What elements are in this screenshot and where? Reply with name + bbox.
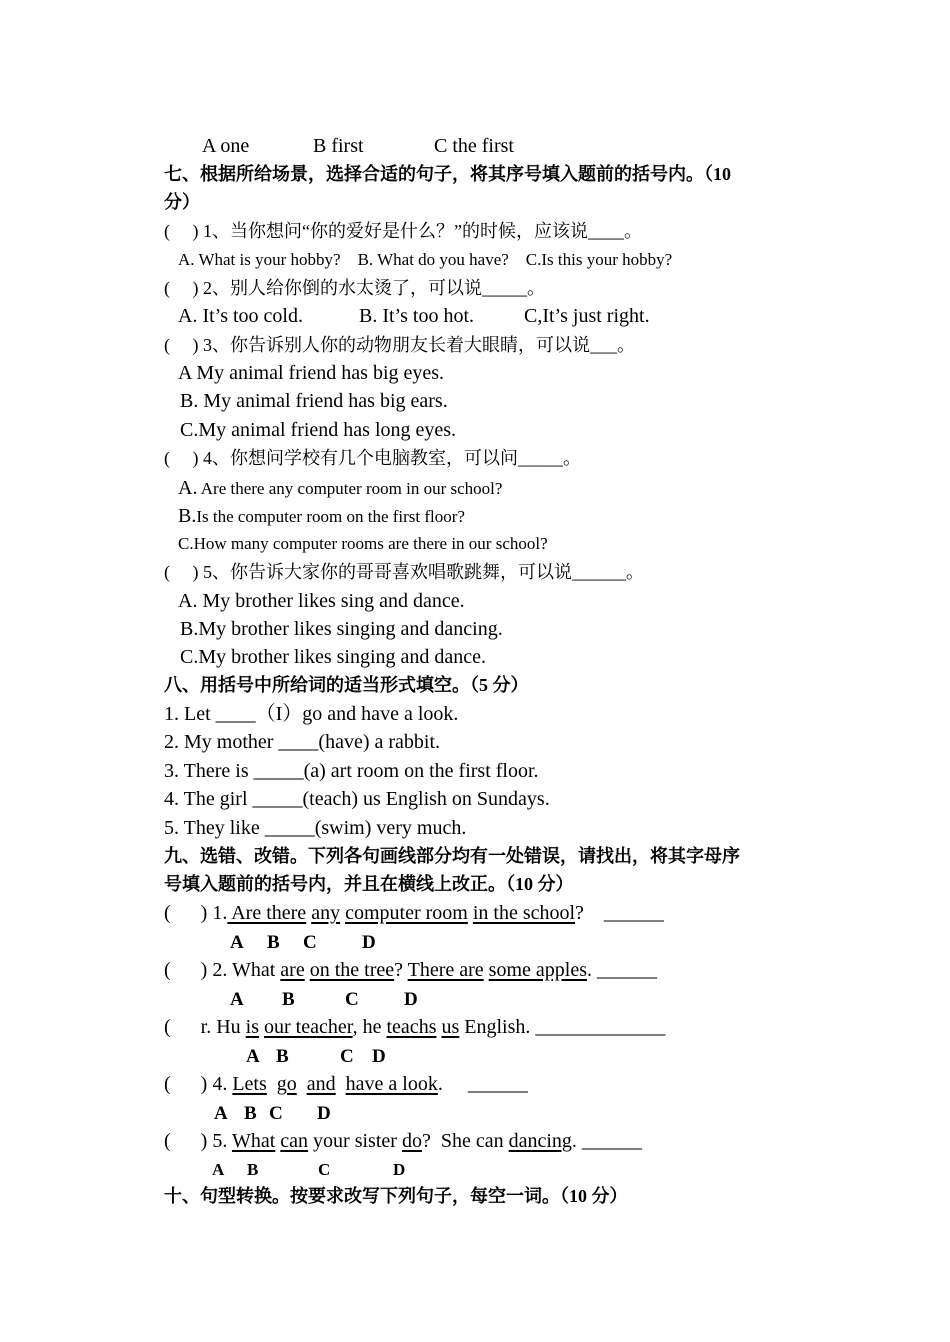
- sec7-q4-option-a: [178, 478, 502, 498]
- s3-end: English. _____________: [459, 1016, 666, 1038]
- q4-option-b-letter: B.: [178, 505, 197, 527]
- sec7-q2-option-b: B. It’s too hot.: [359, 305, 475, 327]
- sec7-q3-option-c: C.My animal friend has long eyes.: [180, 419, 457, 441]
- s1-letter-c: C: [303, 932, 317, 953]
- s1-letter-a: A: [230, 932, 244, 953]
- s5-mid: your sister: [308, 1130, 402, 1152]
- s3-part-a: is: [245, 1016, 260, 1038]
- sec8-item-3: 3. There is _____(a) art room on the first floor.: [164, 760, 539, 782]
- s2-end: . ______: [586, 959, 657, 981]
- s5-prefix: ( ) 5.: [164, 1130, 232, 1152]
- option-a-one: A one: [202, 135, 250, 157]
- section7-heading-line1: 七、根据所给场景，选择合适的句子，将其序号填入题前的括号内。（10: [164, 164, 731, 184]
- s2-part-c: There are: [407, 959, 484, 981]
- s4-prefix: ( ) 4.: [164, 1073, 233, 1095]
- s3-letter-a: A: [246, 1046, 260, 1067]
- sec7-question-3: ( ) 3、你告诉别人你的动物朋友长着大眼睛，可以说___。: [164, 335, 635, 355]
- s2-letter-d: D: [404, 989, 418, 1010]
- option-b-first: B first: [313, 135, 364, 157]
- sec9-sentence-1: [164, 903, 664, 923]
- sec7-q3-option-a: A My animal friend has big eyes.: [178, 362, 445, 384]
- s3-part-d: us: [441, 1016, 460, 1038]
- s3-part-b: our teacher: [264, 1016, 353, 1038]
- sec7-q4-option-c: C.How many computer rooms are there in our school?: [178, 534, 548, 553]
- s3-letter-c: C: [340, 1046, 354, 1067]
- sec7-q5-option-c: C.My brother likes singing and dance.: [180, 646, 487, 668]
- q4-option-a-text: Are there any computer room in our school?: [197, 479, 503, 498]
- s5-letter-c: C: [318, 1160, 331, 1179]
- s1-letter-d: D: [362, 932, 376, 953]
- s2-part-b: on the tree: [309, 959, 395, 981]
- q4-option-a-letter: A.: [178, 477, 198, 499]
- s1-part-a: Are there: [227, 902, 307, 924]
- sec8-item-1: 1. Let ____（I）go and have a look.: [164, 703, 459, 725]
- sec7-question-2: ( ) 2、别人给你倒的水太烫了，可以说_____。: [164, 278, 545, 298]
- section9-heading-line1: 九、选错、改错。下列各句画线部分均有一处错误，请找出，将其字母序: [164, 846, 740, 866]
- s2-part-a: are: [280, 959, 305, 981]
- sec8-item-5: 5. They like _____(swim) very much.: [164, 817, 467, 839]
- q4-option-b-text: Is the computer room on the first floor?: [196, 507, 465, 526]
- s4-part-c: and: [306, 1073, 336, 1095]
- s4-letter-d: D: [317, 1103, 331, 1124]
- s4-part-a: Lets: [232, 1073, 267, 1095]
- s4-part-b: go: [276, 1073, 297, 1095]
- s2-letter-b: B: [282, 989, 295, 1010]
- s2-letter-c: C: [345, 989, 359, 1010]
- section10-heading: 十、句型转换。按要求改写下列句子，每空一词。（10 分）: [164, 1186, 628, 1206]
- s1-end: ? ______: [575, 902, 664, 924]
- s3-letter-b: B: [276, 1046, 289, 1067]
- sec7-q5-option-a: A. My brother likes sing and dance.: [178, 590, 465, 612]
- s4-part-d: have a look: [345, 1073, 438, 1095]
- sec7-question-4: ( ) 4、你想问学校有几个电脑教室，可以问_____。: [164, 448, 581, 468]
- s5-part-a: What: [231, 1130, 276, 1152]
- s5-letter-b: B: [247, 1160, 259, 1179]
- sec7-q4-option-b: [178, 506, 465, 526]
- sec9-sentence-2: [164, 960, 657, 980]
- s5-part-b: can: [280, 1130, 309, 1152]
- s3-letter-d: D: [372, 1046, 386, 1067]
- s4-letter-c: C: [269, 1103, 283, 1124]
- s1-part-d: in the school: [472, 902, 576, 924]
- s4-letter-a: A: [214, 1103, 228, 1124]
- sec7-q2-option-c: C,It’s just right.: [524, 305, 650, 327]
- option-c-the-first: C the first: [434, 135, 514, 157]
- s2-part-d: some apples: [488, 959, 587, 981]
- sec9-sentence-4: [164, 1074, 528, 1094]
- sec9-sentence-3: [164, 1017, 665, 1037]
- s1-part-c: computer room: [345, 902, 468, 924]
- sec7-q2-option-a: A. It’s too cold.: [178, 305, 303, 327]
- section8-heading: 八、用括号中所给词的适当形式填空。（5 分）: [164, 675, 529, 695]
- s2-mid: ?: [394, 959, 408, 981]
- s1-letter-b: B: [267, 932, 280, 953]
- s4-letter-b: B: [244, 1103, 257, 1124]
- sec8-item-2: 2. My mother ____(have) a rabbit.: [164, 731, 441, 753]
- s1-part-b: any: [311, 902, 341, 924]
- sec7-q1-options: A. What is your hobby? B. What do you have? C.Is this your hobby?: [178, 250, 673, 269]
- s3-part-c: teachs: [386, 1016, 437, 1038]
- sec7-question-1: ( ) 1、当你想问“你的爱好是什么？”的时候，应该说____。: [164, 221, 642, 241]
- sec8-item-4: 4. The girl _____(teach) us English on Sundays.: [164, 788, 550, 810]
- s5-end: . ______: [571, 1130, 642, 1152]
- sec7-q5-option-b: B.My brother likes singing and dancing.: [180, 618, 503, 640]
- s5-part-d: dancing: [508, 1130, 572, 1152]
- sec7-q3-option-b: B. My animal friend has big ears.: [180, 390, 448, 412]
- s1-prefix: ( ) 1.: [164, 902, 228, 924]
- section7-heading-line2: 分）: [164, 192, 200, 212]
- s3-prefix: ( r. Hu: [164, 1016, 246, 1038]
- sec9-sentence-5: [164, 1131, 642, 1151]
- s5-part-c: do: [401, 1130, 422, 1152]
- s5-letter-d: D: [393, 1160, 406, 1179]
- s2-prefix: ( ) 2. What: [164, 959, 281, 981]
- s2-letter-a: A: [230, 989, 244, 1010]
- s3-mid: , he: [352, 1016, 387, 1038]
- section9-heading-line2: 号填入题前的括号内，并且在横线上改正。（10 分）: [164, 874, 574, 894]
- s4-end: . ______: [437, 1073, 528, 1095]
- s5-mid2: ? She can: [421, 1130, 509, 1152]
- sec7-question-5: ( ) 5、你告诉大家你的哥哥喜欢唱歌跳舞，可以说______。: [164, 562, 644, 582]
- s5-letter-a: A: [212, 1160, 225, 1179]
